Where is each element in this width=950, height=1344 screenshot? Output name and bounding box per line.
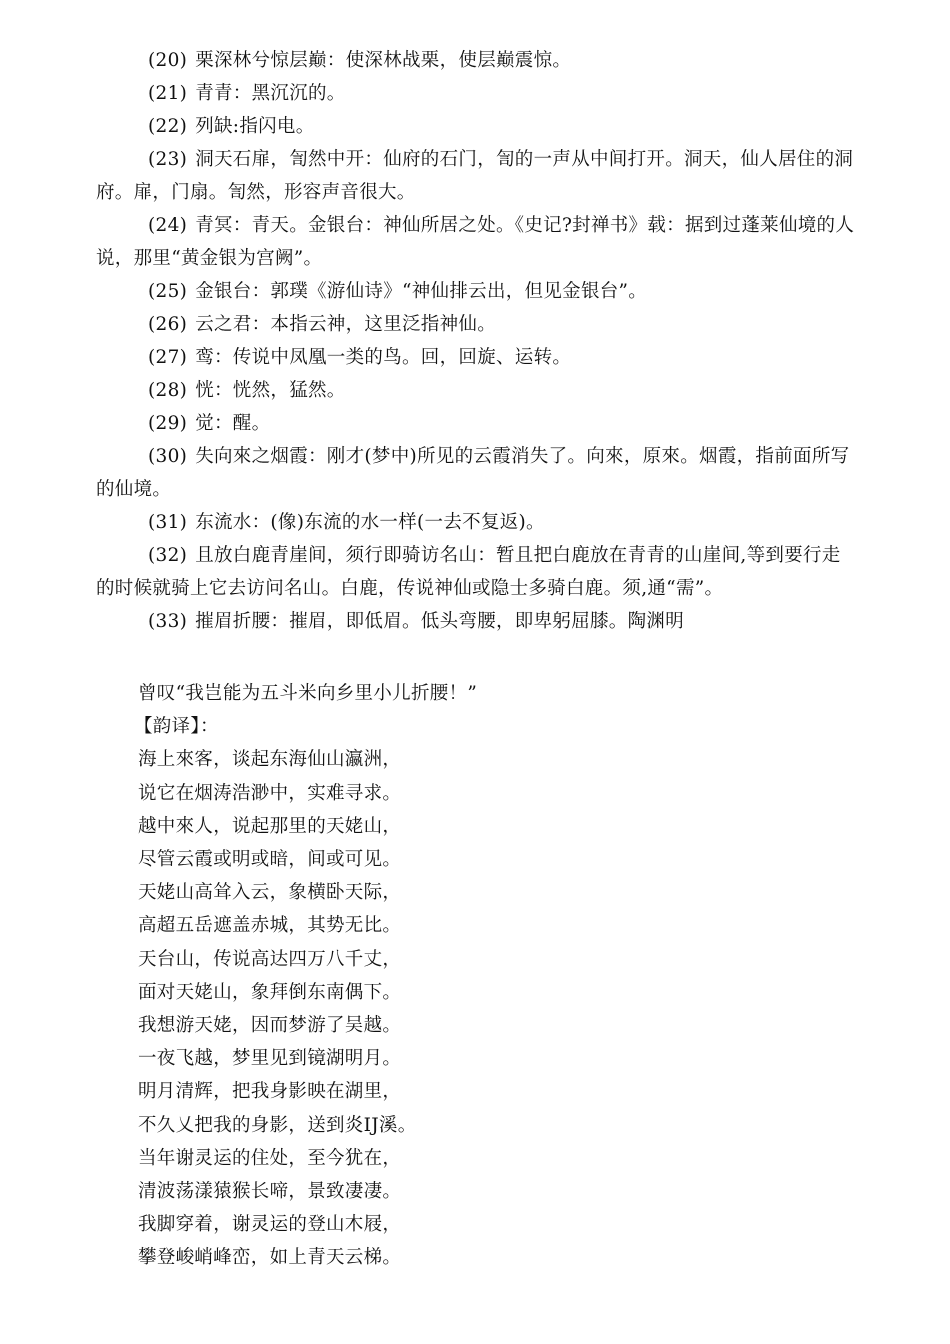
note-text: 云之君：本指云神，这里泛指神仙。 [195,314,496,335]
note-31 [96,506,856,539]
translation-line: 一夜飞越，梦里见到镜湖明月。 [138,1048,402,1070]
note-text: 青冥：青天。金银台：神仙所居之处。《史记?封禅书》载：据到过蓬莱仙境的人说，那里“黄金银为宫阙”。 [96,215,855,269]
note-text: 失向來之烟霞：刚才(梦中)所见的云霞消失了。向來，原來。烟霞，指前面所写的仙境。 [96,446,850,500]
note-number: (32) [148,545,188,566]
note-22 [96,110,856,143]
note-27 [96,341,856,374]
note-number: (24) [148,215,188,236]
note-text: 栗深林兮惊层巅：使深林战栗，使层巅震惊。 [195,50,572,71]
translation-line: 说它在烟涛浩渺中，实难寻求。 [138,782,402,804]
note-28 [96,374,856,407]
tao-yuanming-quote: 曾叹“我岂能为五斗米向乡里小儿折腰！” [138,683,478,704]
translation-line: 当年谢灵运的住处，至今犹在， [138,1147,402,1169]
translation-line: 越中來人，说起那里的天姥山， [138,815,402,837]
note-23 [96,143,856,209]
translation-line: 清波荡漾猿猴长啼，景致凄凄。 [138,1181,402,1203]
note-text: 东流水：(像)东流的水一样(一去不复返)。 [195,512,545,533]
note-24 [96,209,856,275]
note-text: 青青：黑沉沉的。 [195,83,346,104]
note-20 [96,44,856,77]
note-number: (20) [148,50,188,71]
note-number: (25) [148,281,188,302]
annotation-notes [96,44,856,638]
note-30 [96,440,856,506]
note-text: 觉：醒。 [195,413,271,434]
verse-translation [134,677,838,1275]
note-number: (33) [148,611,188,632]
translation-line: 我脚穿着，谢灵运的登山木屐， [138,1214,402,1236]
note-32 [96,539,856,605]
translation-line: 我想游天姥，因而梦游了吴越。 [138,1015,402,1037]
note-number: (21) [148,83,188,104]
note-text: 且放白鹿青崖间，须行即骑访名山：暂且把白鹿放在青青的山崖间,等到要行走的时候就骑上它去访问名山。白鹿，传说神仙或隐士多骑白鹿。须,通“需”。 [96,545,841,599]
note-number: (22) [148,116,188,137]
note-number: (27) [148,347,188,368]
note-number: (31) [148,512,188,533]
note-33 [96,605,856,638]
translation-line: 面对天姥山，象拜倒东南偶下。 [138,981,402,1003]
note-26 [96,308,856,341]
note-number: (28) [148,380,188,401]
note-text: 恍：恍然，猛然。 [195,380,346,401]
translation-line: 不久乂把我的身影，送到炎IJ溪。 [138,1114,417,1136]
translation-line: 明月清辉，把我身影映在湖里， [138,1081,402,1103]
note-number: (30) [148,446,188,467]
translation-heading: 【韵译】： [134,716,219,738]
note-29 [96,407,856,440]
translation-line: 天台山，传说高达四万八千丈， [138,948,402,970]
note-text: 金银台：郭璞《游仙诗》“神仙排云出，但见金银台”。 [195,281,648,302]
note-25 [96,275,856,308]
translation-line: 海上來客，谈起东海仙山瀛洲， [138,749,402,771]
translation-line: 高超五岳遮盖赤城，其势无比。 [138,915,402,937]
note-text: 鸾：传说中凤凰一类的鸟。回，回旋、运转。 [195,347,572,368]
note-text: 列缺:指闪电。 [195,116,315,137]
note-number: (29) [148,413,188,434]
note-number: (26) [148,314,188,335]
translation-line: 天姥山高耸入云，象横卧天际， [138,882,402,904]
translation-line: 攀登峻峭峰峦，如上青天云梯。 [138,1247,402,1269]
note-21 [96,77,856,110]
note-text: 摧眉折腰：摧眉，即低眉。低头弯腰，即卑躬屈膝。陶渊明 [195,611,684,632]
translation-line: 尽管云霞或明或暗，间或可见。 [138,849,402,871]
note-text: 洞天石扉，訇然中开：仙府的石门，訇的一声从中间打开。洞天，仙人居住的洞府。扉，门扇。訇然，形容声音很大。 [96,149,854,203]
note-number: (23) [148,149,188,170]
